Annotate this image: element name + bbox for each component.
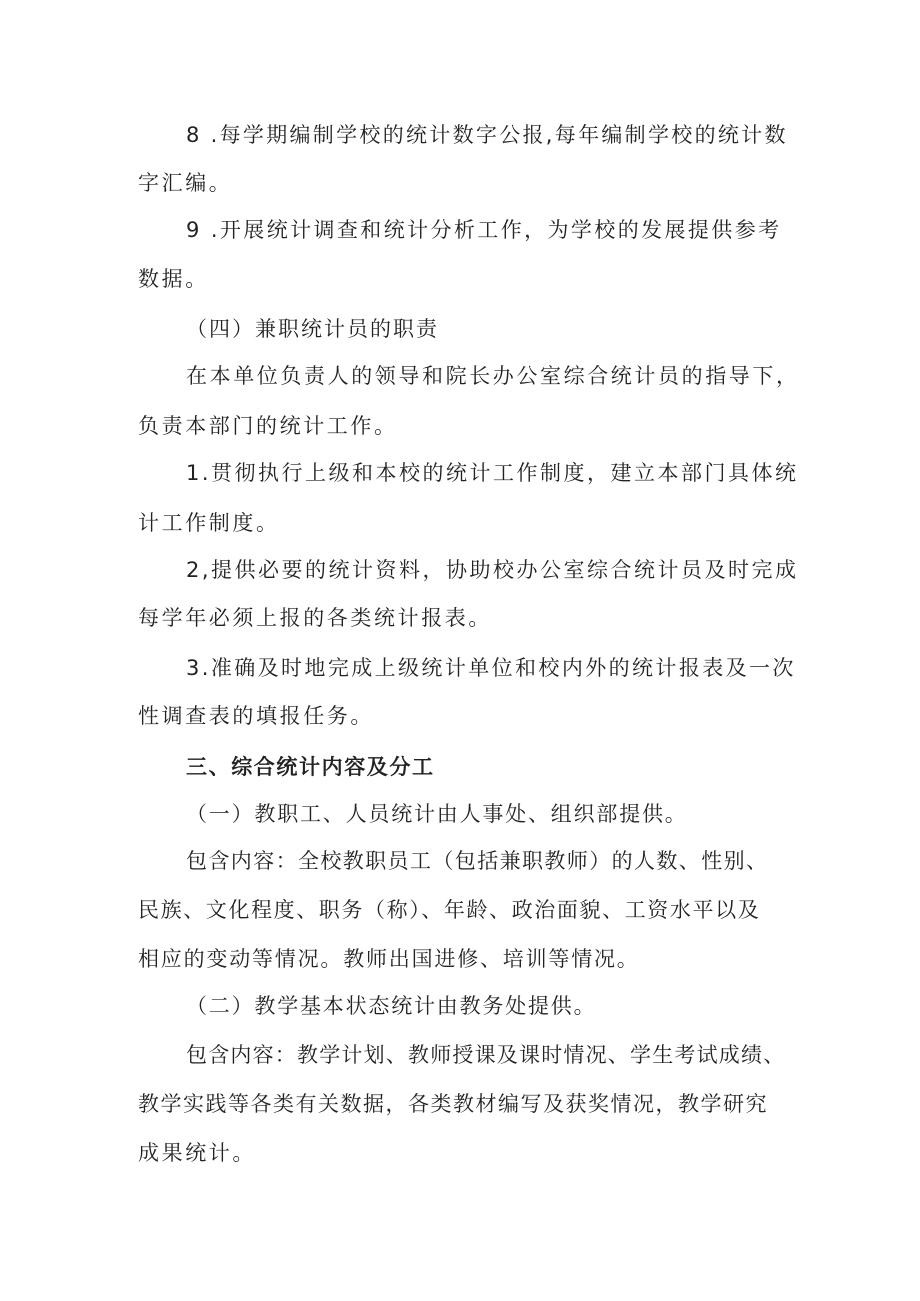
staff-content-line-1: 包含内容：全校教职员工（包括兼职教师）的人数、性别、: [186, 849, 769, 873]
item-9-line-2: 数据。: [138, 267, 209, 291]
paragraph-intro-line-2: 负责本部门的统计工作。: [138, 414, 398, 438]
item-9-line-1: 9 .开展统计调查和统计分析工作，为学校的发展提供参考: [186, 218, 782, 242]
teaching-content-line-1: 包含内容：教学计划、教师授课及课时情况、学生考试成绩、: [186, 1043, 786, 1067]
teaching-content-line-2: 教学实践等各类有关数据，各类教材编写及获奖情况，教学研究: [138, 1092, 768, 1116]
staff-content-line-2: 民族、文化程度、职务（称）、年龄、政治面貌、工资水平以及: [138, 898, 761, 922]
subheading-staff-statistics: （一）教职工、人员统计由人事处、组织部提供。: [186, 802, 688, 826]
paragraph-intro-line-1: 在本单位负责人的领导和院长办公室综合统计员的指导下，: [186, 364, 800, 388]
item-2-line-2: 每学年必须上报的各类统计报表。: [138, 606, 492, 630]
subheading-part-time-statistician: （四）兼职统计员的职责: [186, 317, 439, 341]
item-2-line-1: 2,提供必要的统计资料，协助校办公室综合统计员及时完成: [186, 558, 799, 582]
subheading-teaching-statistics: （二）教学基本状态统计由教务处提供。: [186, 994, 597, 1018]
teaching-content-line-3: 成果统计。: [138, 1141, 256, 1165]
item-8-line-2: 字汇编。: [138, 171, 233, 195]
item-1-line-1: 1.贯彻执行上级和本校的统计工作制度，建立本部门具体统: [186, 461, 799, 485]
item-3-line-1: 3.准确及时地完成上级统计单位和校内外的统计报表及一次: [186, 656, 796, 680]
item-3-line-2: 性调查表的填报任务。: [138, 704, 374, 728]
item-1-line-2: 计工作制度。: [138, 511, 280, 535]
staff-content-line-3: 相应的变动等情况。教师出国进修、培训等情况。: [138, 947, 640, 971]
section-heading-3: 三、综合统计内容及分工: [186, 755, 435, 779]
item-8-line-1: 8 .每学期编制学校的统计数字公报,每年编制学校的统计数: [186, 123, 788, 147]
